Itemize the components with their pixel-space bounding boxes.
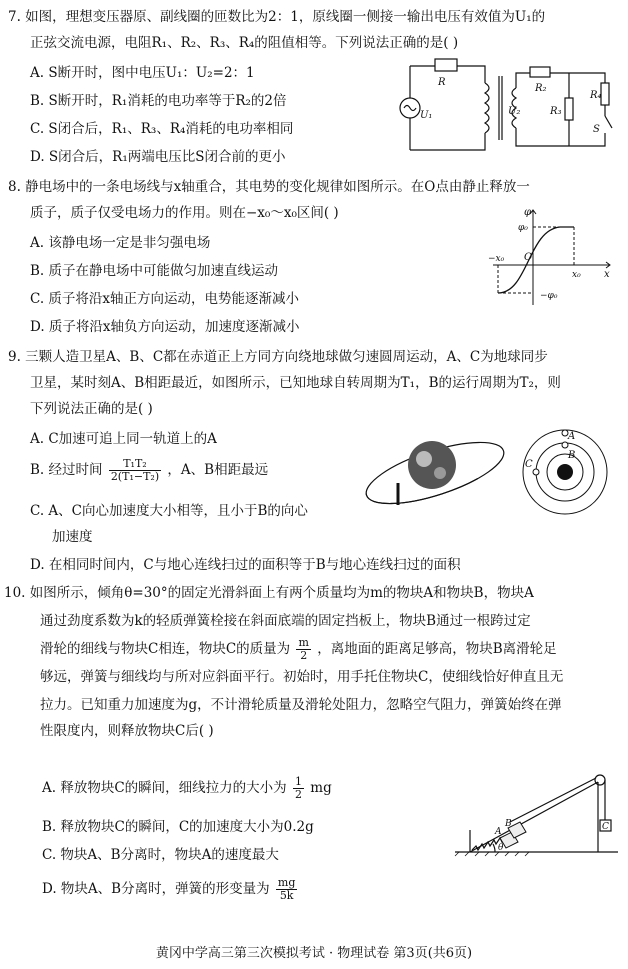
q10-option-a-suffix: mg: [310, 780, 332, 796]
q10-incline-figure: [450, 770, 625, 910]
q7-stem-line1: 7. 如图，理想变压器原、副线圈的匝数比为2：1，原线圈一侧接一输出电压有效值为U₁的: [8, 9, 546, 25]
q8-stem-line2: 质子，质子仅受电场力的作用。则在−x₀～x₀区间( ): [30, 205, 339, 221]
q10-option-d-numerator: mg: [277, 876, 296, 889]
page-footer: 黄冈中学高三第三次模拟考试 · 物理试卷 第3页(共6页): [155, 946, 473, 961]
q7-option-d: D. S闭合后，R₁两端电压比S闭合前的更小: [30, 149, 286, 165]
q7-label-u1: U₁: [420, 110, 433, 121]
q10-option-d-denominator: 5k: [279, 889, 294, 902]
q7-label-r: R: [438, 77, 446, 88]
q8-option-d: D. 质子将沿x轴负方向运动，加速度逐渐减小: [30, 319, 300, 335]
q10-mass-numerator: m: [298, 636, 309, 649]
q9-orbit-diagram: [520, 425, 615, 520]
q9-option-b-fraction: [109, 458, 161, 483]
q10-option-a-fraction: [293, 776, 304, 801]
q8-option-b: B. 质子在静电场中可能做匀加速直线运动: [30, 263, 279, 279]
q9-option-d: D. 在相同时间内，C与地心连线扫过的面积等于B与地心连线扫过的面积: [30, 557, 461, 573]
q10-option-c: C. 物块A、B分离时，物块A的速度最大: [42, 847, 279, 863]
q8-label-phi0: φ₀: [518, 223, 528, 233]
q10-option-a-prefix: A. 释放物块C的瞬间，细线拉力的大小为: [42, 780, 287, 796]
q10-stem-line2: 通过劲度系数为k的轻质弹簧栓接在斜面底端的固定挡板上，物块B通过一根跨过定: [40, 613, 531, 629]
q8-label-neg-x0: −x₀: [488, 254, 505, 264]
q7-stem-line2: 正弦交流电源，电阻R₁、R₂、R₃、R₄的阻值相等。下列说法正确的是( ): [30, 35, 459, 51]
q10-label-theta: θ: [498, 843, 504, 853]
q8-stem-line1: 8. 静电场中的一条电场线与x轴重合，其电势的变化规律如图所示。在O点由静止释放一: [8, 179, 530, 195]
q10-stem-line1: 10. 如图所示，倾角θ=30°的固定光滑斜面上有两个质量均为m的物块A和物块B，物块A: [4, 585, 534, 601]
q8-label-o: O: [524, 252, 533, 263]
q9-earth-orbit-figure: [360, 425, 510, 515]
q7-circuit-diagram: [390, 58, 620, 158]
q9-option-b-denominator: 2(T₁−T₂): [110, 470, 160, 483]
q9-label-c: C: [525, 459, 533, 470]
q10-option-d-fraction: [276, 877, 297, 902]
q9-option-a: A. C加速可追上同一轨道上的A: [30, 431, 217, 447]
q7-label-r2: R₂: [535, 83, 547, 94]
q10-stem-line3-prefix: 滑轮的细线与物块C相连，物块C的质量为: [40, 641, 291, 657]
q8-label-neg-phi0: −φ₀: [540, 291, 558, 301]
q7-label-u2: U₂: [508, 106, 521, 117]
q9-option-b-numerator: T₁T₂: [109, 458, 161, 471]
q10-option-d: [42, 874, 299, 904]
q9-stem-line1: 9. 三颗人造卫星A、B、C都在赤道正上方同方向绕地球做匀速圆周运动，A、C为地球同步: [8, 349, 548, 365]
q7-option-b: B. S断开时，R₁消耗的电功率等于R₂的2倍: [30, 93, 287, 109]
q10-label-c: C: [602, 822, 609, 832]
q7-label-r4: R₄: [590, 90, 602, 101]
q10-mass-fraction: [296, 637, 310, 662]
q10-stem-line4: 够远，弹簧与细线均与所对应斜面平行。初始时，用手托住物块C，使细线恰好伸直且无: [40, 669, 564, 685]
q10-option-a-denominator: 2: [294, 788, 302, 801]
q9-option-c-line1: C. A、C向心加速度大小相等，且小于B的向心: [30, 503, 308, 519]
q9-stem-line3: 下列说法正确的是( ): [30, 401, 153, 417]
q9-label-a: A: [568, 431, 576, 442]
q7-label-s: S: [593, 124, 600, 135]
q10-stem-line3: [40, 636, 557, 662]
q10-mass-denominator: 2: [300, 649, 308, 662]
q10-stem-line5: 拉力。已知重力加速度为g，不计滑轮质量及滑轮处阻力，忽略空气阻力，弹簧始终在弹: [40, 697, 562, 713]
q7-label-r3: R₃: [550, 106, 562, 117]
q9-label-b: B: [568, 450, 576, 461]
q7-option-a: A. S断开时，图中电压U₁：U₂=2：1: [30, 65, 255, 81]
q10-option-d-prefix: D. 物块A、B分离时，弹簧的形变量为: [42, 881, 270, 897]
q10-label-a: A: [495, 827, 502, 837]
q9-option-c-line2: 加速度: [52, 529, 93, 545]
q8-potential-graph: [488, 205, 618, 315]
q8-option-c: C. 质子将沿x轴正方向运动，电势能逐渐减小: [30, 291, 300, 307]
q8-label-x0: x₀: [572, 270, 581, 280]
q9-option-b: [30, 458, 268, 483]
q8-option-a: A. 该静电场一定是非匀强电场: [30, 235, 211, 251]
q10-option-a-numerator: 1: [294, 775, 302, 788]
q10-label-b: B: [505, 819, 512, 829]
q10-stem-line6: 性限度内，则释放物块C后( ): [40, 723, 214, 739]
q9-option-b-suffix: ，A、B相距最远: [167, 462, 269, 478]
q8-label-phi: φ: [524, 207, 532, 218]
q10-option-b: B. 释放物块C的瞬间，C的加速度大小为0.2g: [42, 819, 314, 835]
q10-stem-line3-suffix: ，离地面的距离足够高，物块B离滑轮足: [317, 641, 557, 657]
q7-option-c: C. S闭合后，R₁、R₃、R₄消耗的电功率相同: [30, 121, 294, 137]
q8-label-x: x: [604, 269, 610, 280]
q9-stem-line2: 卫星，某时刻A、B相距最近，如图所示，已知地球自转周期为T₁，B的运行周期为T₂，则: [30, 375, 561, 391]
q10-option-a: [42, 774, 332, 802]
q9-option-b-prefix: B. 经过时间: [30, 462, 103, 478]
